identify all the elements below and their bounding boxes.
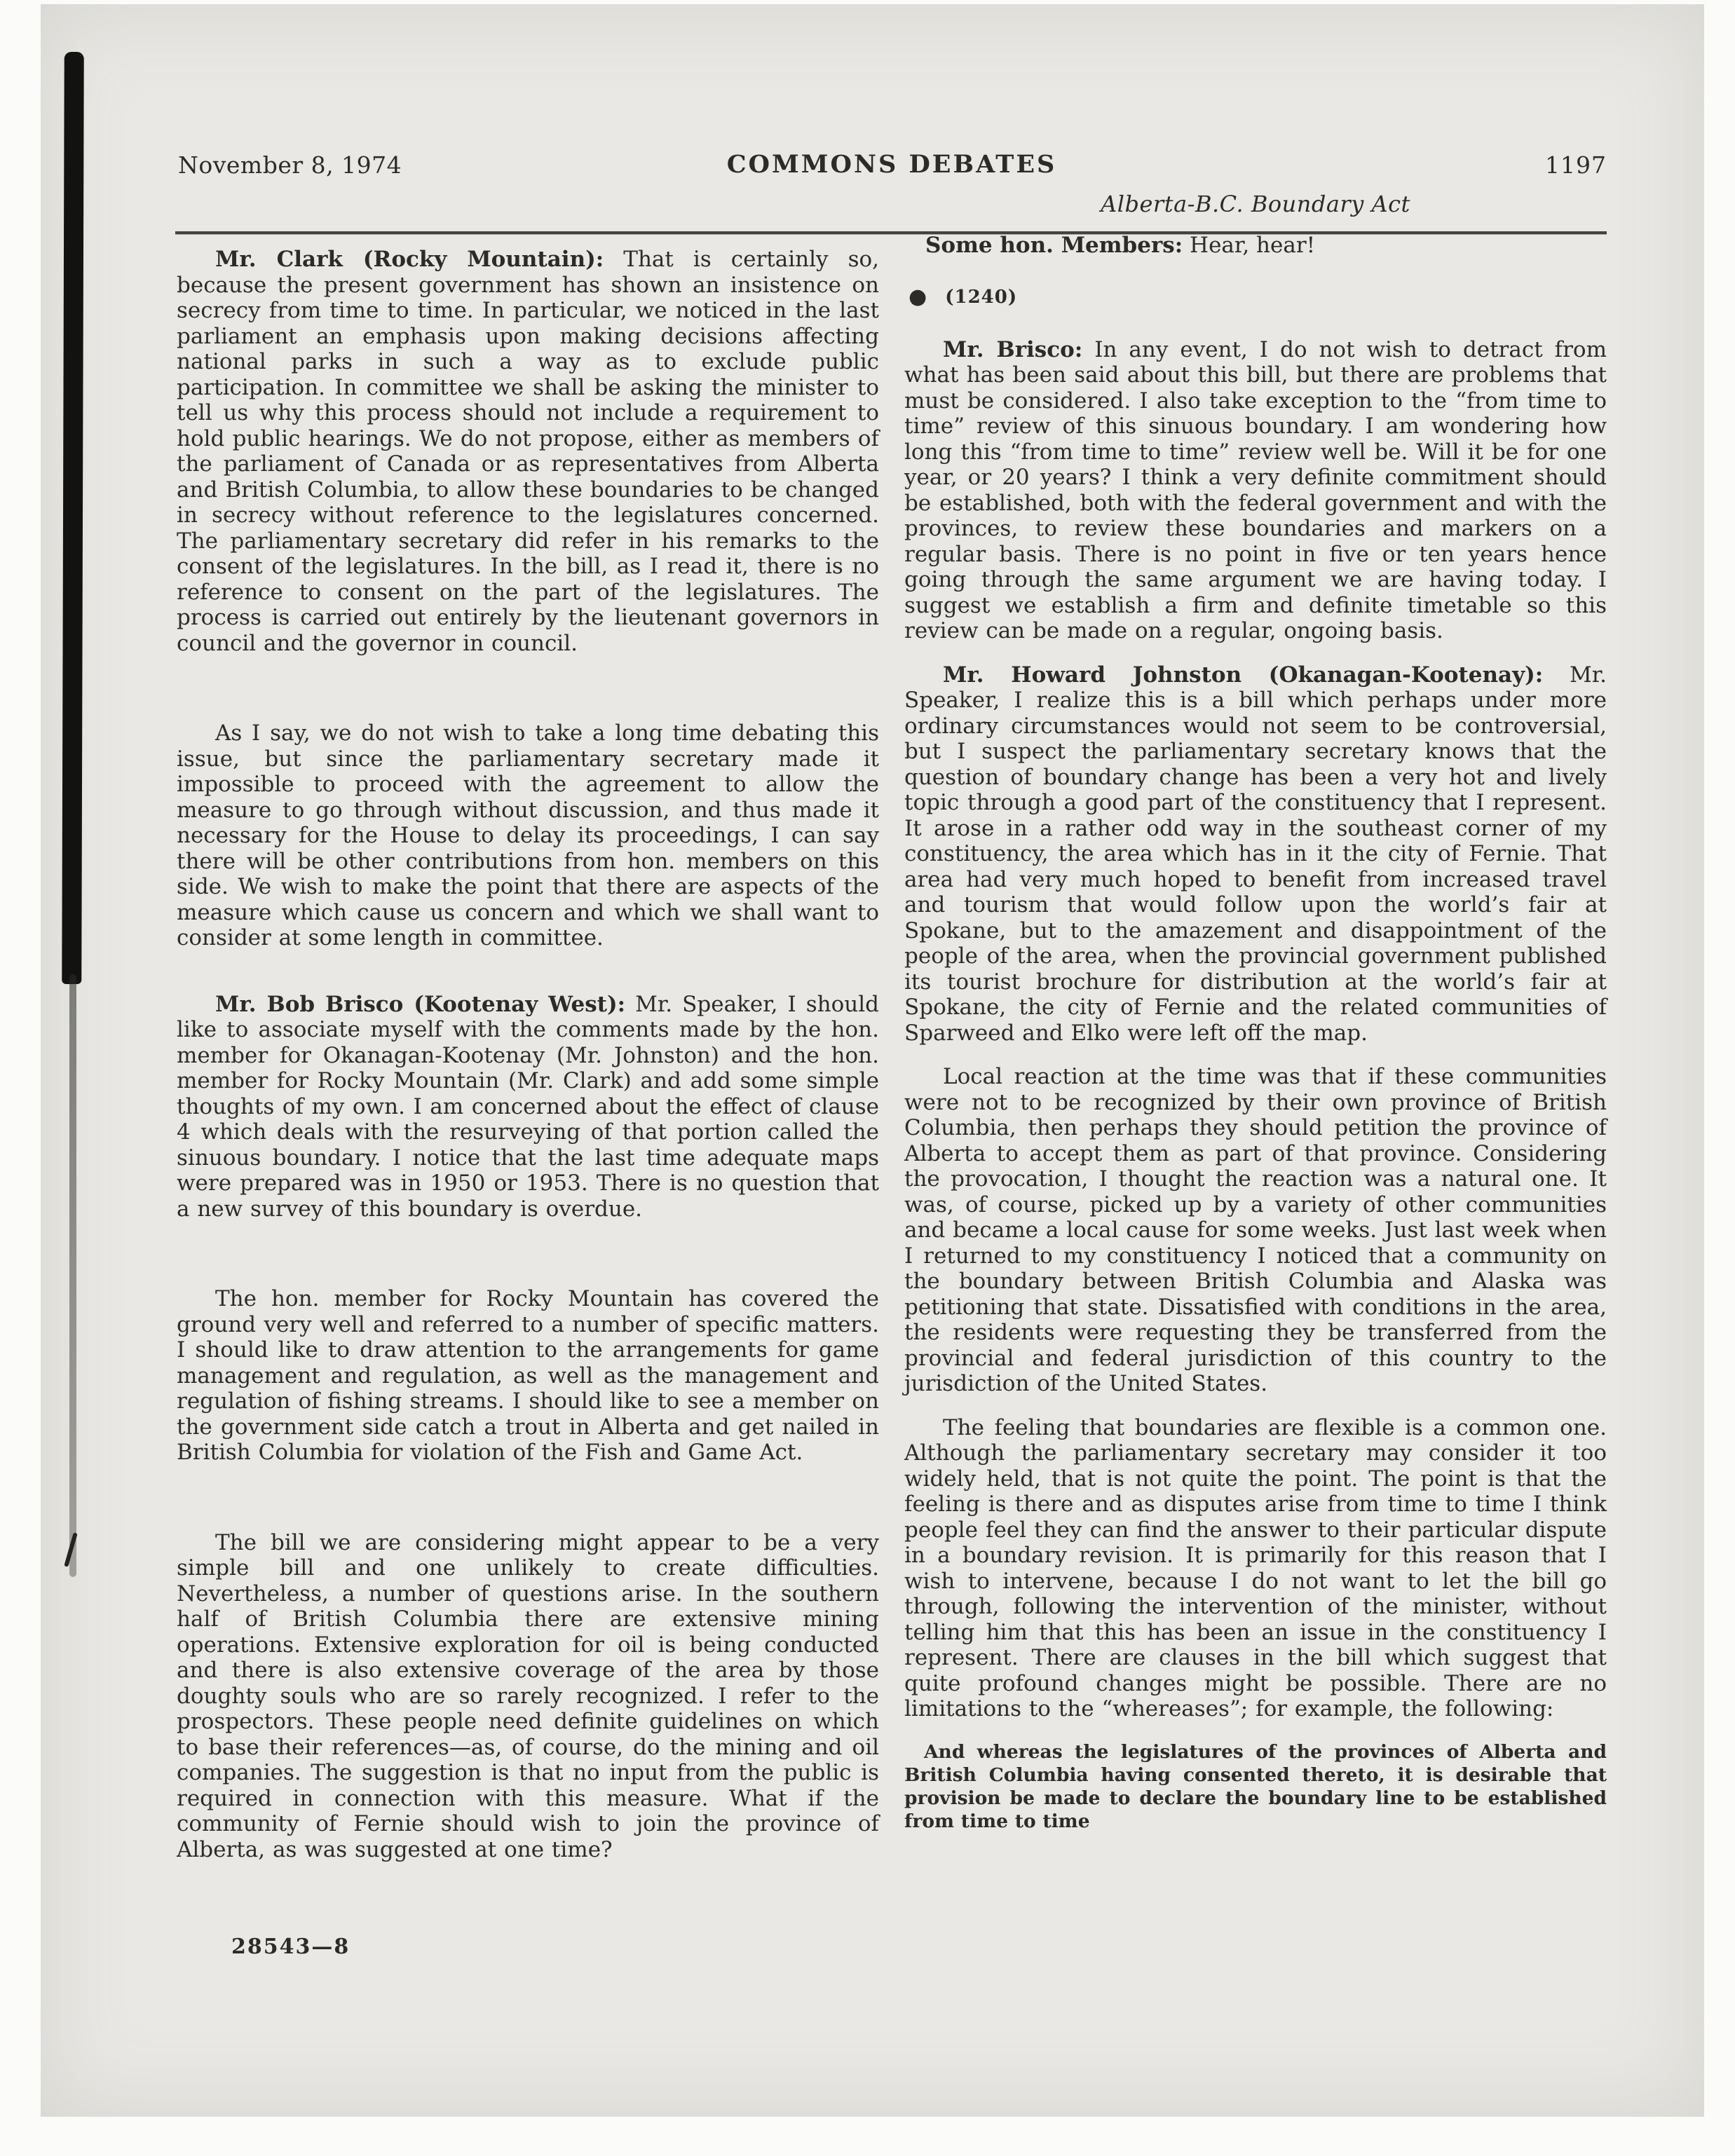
speaker-name: Mr. Brisco:: [943, 336, 1083, 362]
running-title: Alberta-B.C. Boundary Act: [1101, 191, 1410, 217]
timestamp-marker: [909, 284, 1607, 309]
speaker-name: Some hon. Members:: [925, 233, 1183, 258]
header-page-number: 1197: [1545, 151, 1607, 179]
speech-paragraph: [177, 721, 879, 951]
speech-text: In any event, I do not wish to detract from what has been said about this bill, but there are problems that must be considered. I also take exception to the “from time to time” review of this sinuous boundary. I am wondering how long this “from time to time” review well be. Will it be for one year, or 20 years? I think a very definite commitment should be established, both with the federal government and with the provinces, to review these boundaries and markers on a regular basis. There is no point in five or ten years hence going through the same argument we are having today. I suggest we establish a firm and definite timetable so this review can be made on a regular, ongoing basis.: [904, 336, 1607, 643]
speech-text: The feeling that boundaries are flexible is a common one. Although the parliamentary secretary may consider it too widely held, that is not quite the point. The point is that the feeling is there and as disputes arise from time to time I think people feel they can find the answer to their particular dispute in a boundary revision. It is primarily for this reason that I wish to intervene, because I do not want to let the bill go through, following the intervention of the minister, without telling him that this has been an issue in the constituency I represent. There are clauses in the bill which suggest that quite profound changes might be possible. There are no limitations to the “whereases”; for example, the following:: [904, 1414, 1607, 1721]
speech-paragraph: [177, 1530, 879, 1863]
speech-text: The hon. member for Rocky Mountain has covered the ground very well and referred to a number of specific matters. I should like to draw attention to the arrangements for game management and regulation, as well as the management and regulation of fishing streams. I should like to see a member on the government side catch a trout in Alberta and get nailed in British Columbia for violation of the Fish and Game Act.: [177, 1286, 879, 1465]
speech-paragraph: [904, 337, 1607, 644]
speech-paragraph: [904, 1064, 1607, 1397]
bullet-icon: ●: [909, 284, 927, 309]
header-date: November 8, 1974: [178, 151, 402, 179]
speech-text: Local reaction at the time was that if these communities were not to be recognized by their own province of British Columbia, then perhaps they should petition the province of Alberta to accept them as part of that province. Considering the provocation, I thought the reaction was a natural one. It was, of course, picked up by a variety of other communities and became a local cause for some weeks. Just last week when I returned to my constituency I noticed that a community on the boundary between British Columbia and Alaska was petitioning that state. Dissatisfied with conditions in the area, the residents were requesting they be transferred from the provincial and federal jurisdiction of this country to the jurisdiction of the United States.: [904, 1064, 1607, 1396]
speech-paragraph: [904, 1415, 1607, 1722]
header-title: COMMONS DEBATES: [726, 150, 1057, 179]
left-column: [177, 247, 879, 1927]
print-code: 28543—8: [231, 1935, 351, 1959]
timestamp-value: (1240): [945, 286, 1018, 308]
scan-artifact-bar: [62, 52, 83, 984]
speech-text: The bill we are considering might appear to be a very simple bill and one unlikely to create difficulties. Nevertheless, a number of questions arise. In the southern half of British Columbia there are extensive mining operations. Extensive exploration for oil is being conducted and there is also extensive coverage of the area by those doughty souls who are so rarely recognized. I refer to the prospectors. These people need definite guidelines on which to base their references—as, of course, do the mining and oil companies. The suggestion is that no input from the public is required in connection with this measure. What if the community of Fernie should wish to join the province of Alberta, as was suggested at one time?: [177, 1529, 879, 1862]
right-column: [904, 191, 1607, 1833]
speech-paragraph: [904, 662, 1607, 1046]
speech-text: Mr. Speaker, I realize this is a bill which perhaps under more ordinary circumstances would not seem to be controversial, but I suspect the parliamentary secretary knows that the question of boundary change has been a very hot and lively topic through a good part of the constituency that I represent. It arose in a rather odd way in the southeast corner of my constituency, the area which has in it the city of Fernie. That area had very much hoped to benefit from increased travel and tourism that would follow upon the world’s fair at Spokane, but to the amazement and disappointment of the people of the area, when the provincial government published its tourist brochure for distribution at the world’s fair at Spokane, the city of Fernie and the related communities of Sparweed and Elko were left off the map.: [904, 662, 1607, 1046]
scan-artifact-bar-fade: [69, 974, 76, 1577]
bill-quote: And whereas the legislatures of the provinces of Alberta and British Columbia having consented thereto, it is desirable that provision be made to declare the boundary line to be established from time to time: [904, 1740, 1607, 1832]
interjection-paragraph: [904, 233, 1607, 259]
speech-text: That is certainly so, because the present government has shown an insistence on secrecy from time to time. In particular, we noticed in the last parliament an emphasis upon making decisions affecting national parks in such a way as to exclude public participation. In committee we shall be asking the minister to tell us why this process should not include a requirement to hold public hearings. We do not propose, either as members of the parliament of Canada or as representatives from Alberta and British Columbia, to allow these boundaries to be changed in secrecy without reference to the legislatures concerned. The parliamentary secretary did refer in his remarks to the consent of the legislatures. In the bill, as I read it, there is no reference to consent on the part of the legislatures. The process is carried out entirely by the lieutenant governors in council and the governor in council.: [177, 247, 879, 656]
speech-text: Mr. Speaker, I should like to associate myself with the comments made by the hon. member for Okanagan-Kootenay (Mr. Johnston) and the hon. member for Rocky Mountain (Mr. Clark) and add some simple thoughts of my own. I am concerned about the effect of clause 4 which deals with the resurveying of that portion called the sinuous boundary. I notice that the last time adequate maps were prepared was in 1950 or 1953. There is no question that a new survey of this boundary is overdue.: [177, 991, 879, 1222]
speaker-name: Mr. Bob Brisco (Kootenay West):: [215, 991, 626, 1017]
page-header: [177, 151, 1607, 186]
speech-text: Hear, hear!: [1183, 233, 1316, 258]
speech-paragraph: [177, 992, 879, 1222]
speaker-name: Mr. Howard Johnston (Okanagan-Kootenay):: [943, 662, 1544, 688]
speech-text: As I say, we do not wish to take a long time debating this issue, but since the parliamentary secretary made it impossible to proceed with the agreement to allow the measure to go through without discussion, and thus made it necessary for the House to delay its proceedings, I can say there will be other contributions from hon. members on this side. We wish to make the point that there are aspects of the measure which cause us concern and which we shall want to consider at some length in committee.: [177, 721, 879, 950]
speaker-name: Mr. Clark (Rocky Mountain):: [215, 247, 604, 272]
speech-paragraph: [177, 1286, 879, 1466]
speech-paragraph: [177, 247, 879, 656]
